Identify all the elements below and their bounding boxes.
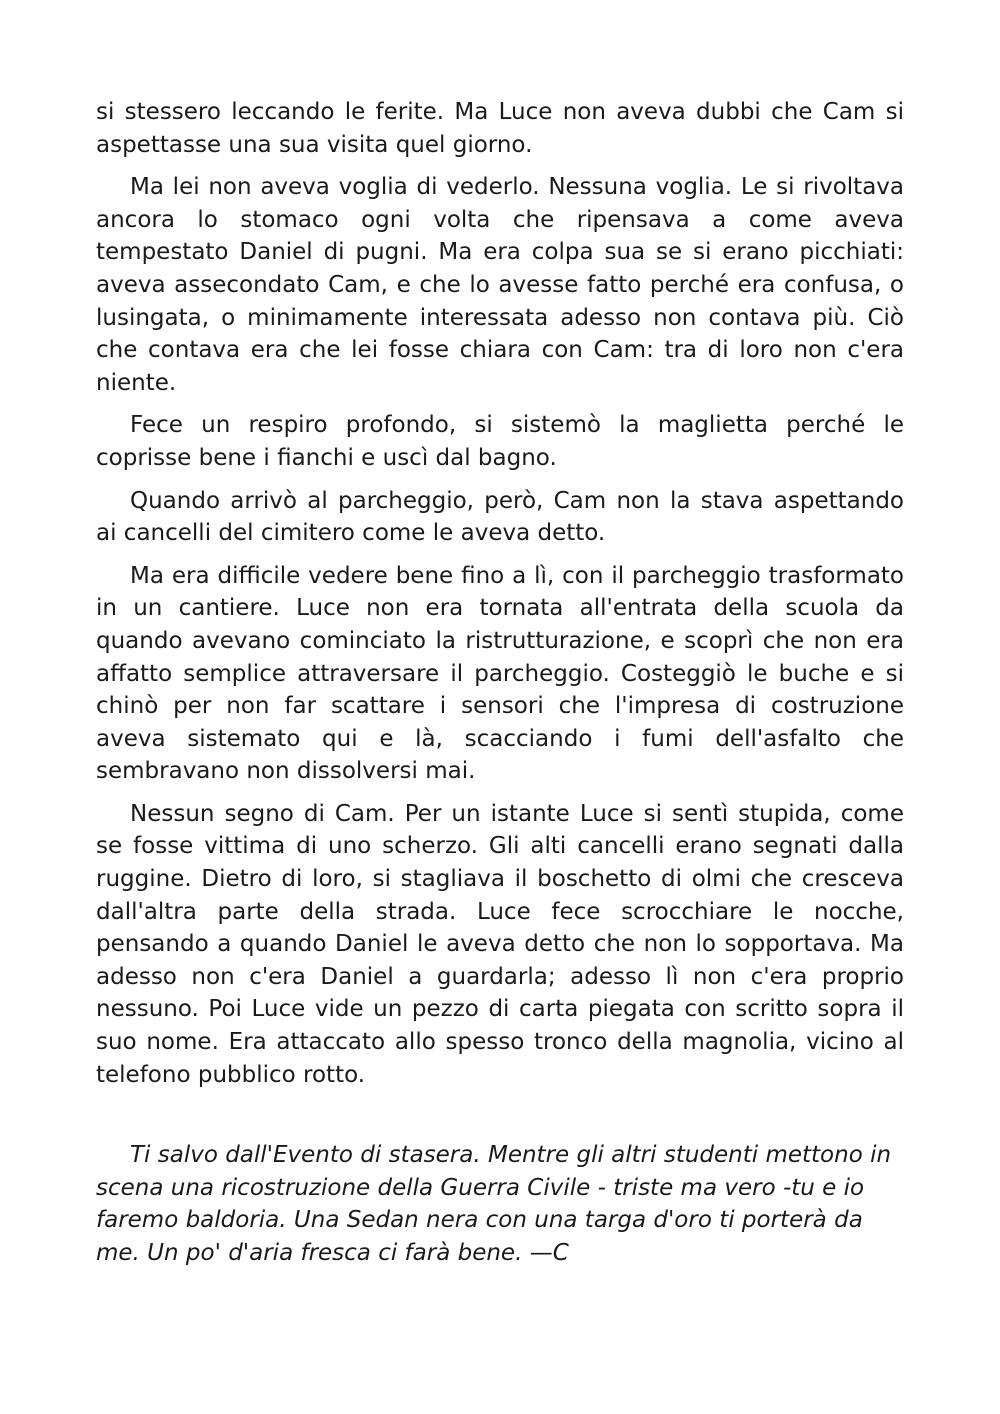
paragraph-2: Ma lei non aveva voglia di vederlo. Nessuna voglia. Le si rivoltava ancora lo stomaco ogni volta che ripensava a come aveva tempestato Daniel di pugni. Ma era colpa sua se si erano picchiati: aveva assecondato Cam, e che lo avesse fatto perché era confusa, o lusingata, o minimamente interessata adesso non contava più. Ciò che contava era che lei fosse chiara con Cam: tra di loro non c'era niente. (96, 174, 904, 396)
paragraph-1: si stessero leccando le ferite. Ma Luce non aveva dubbi che Cam si aspettasse una sua visita quel giorno. (96, 99, 904, 158)
paragraph-4: Quando arrivò al parcheggio, però, Cam non la stava aspettando ai cancelli del cimitero come le aveva detto. (96, 487, 904, 547)
paragraph-6: Nessun segno di Cam. Per un istante Luce si sentì stupida, come se fosse vittima di uno scherzo. Gli alti cancelli erano segnati dalla ruggine. Dietro di loro, si stagliava il boschetto di olmi che cresceva dall'altra parte della strada. Luce fece scrocchiare le nocche, pensando a quando Daniel le aveva detto che non lo sopportava. Ma adesso non c'era Daniel a guardarla; adesso lì non c'era proprio nessuno. Poi Luce vide un pezzo di carta piegata con scritto sopra il suo nome. Era attaccato allo spesso tronco della magnolia, vicino al telefono pubblico rotto. (96, 800, 904, 1088)
page-body (96, 96, 904, 1280)
handwritten-note-text: Ti salvo dall'Evento di stasera. Mentre gli altri studenti mettono in scena una ricostruzione della Guerra Civile - triste ma vero -tu e io faremo baldoria. Una Sedan nera con una targa d'oro ti porterà da me. Un po' d'aria fresca ci farà bene. —C (96, 1142, 892, 1266)
paragraph-5: Ma era difficile vedere bene fino a lì, con il parcheggio trasformato in un cantiere. Luce non era tornata all'entrata della scuola da quando avevano cominciato la ristrutturazione, e scoprì che non era affatto semplice attraversare il parcheggio. Costeggiò le buche e si chinò per non far scattare i sensori che l'impresa di costruzione aveva sistemato qui e là, scacciando i fumi dell'asfalto che sembravano non dissolversi mai. (96, 562, 904, 785)
paragraph-3: Fece un respiro profondo, si sistemò la maglietta perché le coprisse bene i fianchi e uscì dal bagno. (96, 412, 904, 471)
